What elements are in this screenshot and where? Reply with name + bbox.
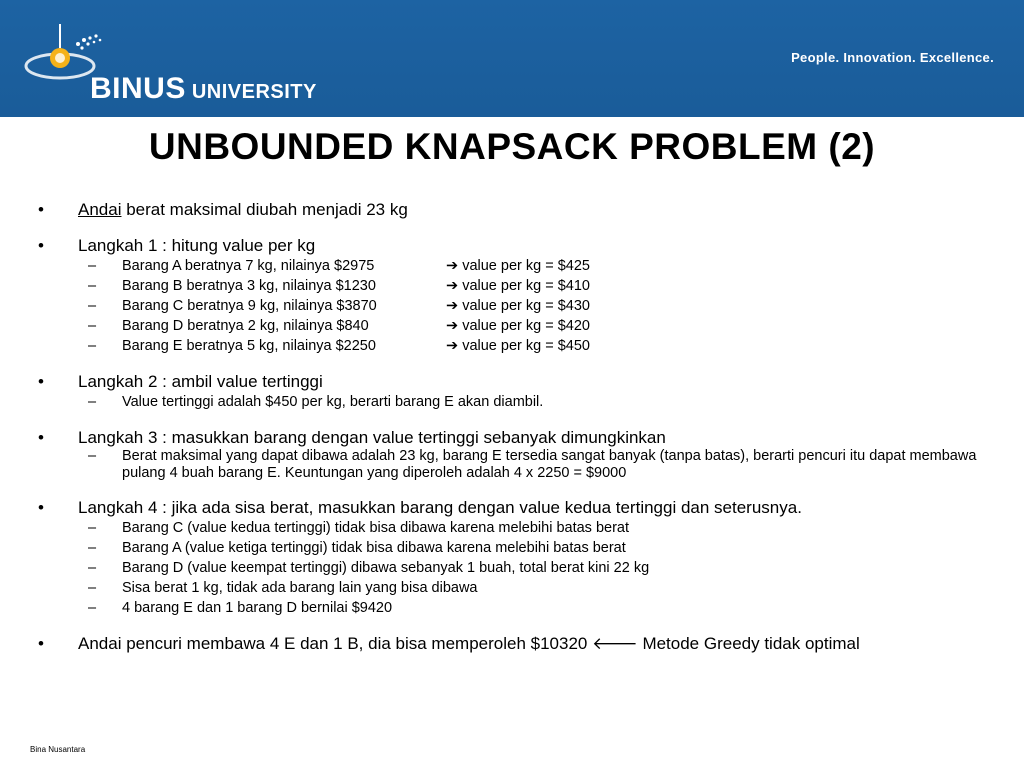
bullet-item: • Andai berat maksimal diubah menjadi 23 kg: [38, 200, 408, 219]
sub-item: – Berat maksimal yang dapat dibawa adalah 23 kg, barang E tersedia sangat banyak (tanpa batas), berarti pencuri itu dapat membawa pulang 4 buah barang E. Keuntungan yang diperoleh adalah 4 x 2250 = $9000: [88, 448, 977, 481]
bullet-text: Langkah 2 : ambil value tertinggi: [78, 372, 323, 391]
bullet-text: Langkah 4 : jika ada sisa berat, masukkan barang dengan value kedua tertinggi dan seterusnya.: [78, 498, 802, 517]
bullet-text: Andai pencuri membawa 4 E dan 1 B, dia bisa memperoleh $10320: [78, 634, 588, 653]
bullet-item: • Langkah 4 : jika ada sisa berat, masukkan barang dengan value kedua tertinggi dan seterusnya.: [38, 498, 802, 517]
sub-item: – Barang B beratnya 3 kg, nilainya $1230 ➔ value per kg = $410: [88, 278, 590, 294]
footer-text: Bina Nusantara: [30, 745, 86, 754]
binus-logo: [20, 14, 317, 109]
arrow-left-icon: 🡐: [592, 634, 638, 653]
bullet-item: • Langkah 3 : masukkan barang dengan value tertinggi sebanyak dimungkinkan: [38, 428, 666, 447]
underlined-word: Andai: [78, 200, 122, 219]
slide-title: UNBOUNDED KNAPSACK PROBLEM (2): [148, 126, 876, 167]
bullet-text: Metode Greedy tidak optimal: [642, 634, 860, 653]
sub-item: – Barang C (value kedua tertinggi) tidak bisa dibawa karena melebihi batas berat: [88, 520, 629, 536]
logo-university-text: UNIVERSITY: [191, 81, 317, 103]
bullet-item: • Andai pencuri membawa 4 E dan 1 B, dia bisa memperoleh $10320 🡐 Metode Greedy tidak optimal: [38, 634, 860, 653]
tagline: People. Innovation. Excellence.: [791, 50, 994, 65]
bullet-text: Langkah 1 : hitung value per kg: [78, 236, 316, 255]
sub-item: – Sisa berat 1 kg, tidak ada barang lain yang bisa dibawa: [88, 580, 478, 596]
bullet-item: • Langkah 2 : ambil value tertinggi: [38, 372, 323, 391]
sub-item: – Value tertinggi adalah $450 per kg, berarti barang E akan diambil.: [88, 394, 544, 410]
logo-binus-text: BINUS: [90, 72, 186, 105]
bullet-item: • Langkah 1 : hitung value per kg: [38, 236, 316, 255]
sub-item: – Barang E beratnya 5 kg, nilainya $2250 ➔ value per kg = $450: [88, 338, 590, 354]
sub-item: – Barang A (value ketiga tertinggi) tidak bisa dibawa karena melebihi batas berat: [88, 540, 626, 556]
sub-item: – Barang D beratnya 2 kg, nilainya $840 ➔ value per kg = $420: [88, 318, 590, 334]
sub-item: – Barang A beratnya 7 kg, nilainya $2975 ➔ value per kg = $425: [88, 258, 590, 274]
slide-body: [38, 200, 998, 654]
bullet-text: berat maksimal diubah menjadi 23 kg: [121, 200, 408, 219]
sub-item: – 4 barang E dan 1 barang D bernilai $9420: [88, 600, 393, 616]
header-banner: [0, 0, 1024, 117]
sub-item: – Barang C beratnya 9 kg, nilainya $3870 ➔ value per kg = $430: [88, 298, 590, 314]
logo-wordmark: [90, 72, 317, 106]
sub-item: – Barang D (value keempat tertinggi) dibawa sebanyak 1 buah, total berat kini 22 kg: [88, 560, 650, 576]
bullet-text: Langkah 3 : masukkan barang dengan value tertinggi sebanyak dimungkinkan: [78, 428, 666, 447]
